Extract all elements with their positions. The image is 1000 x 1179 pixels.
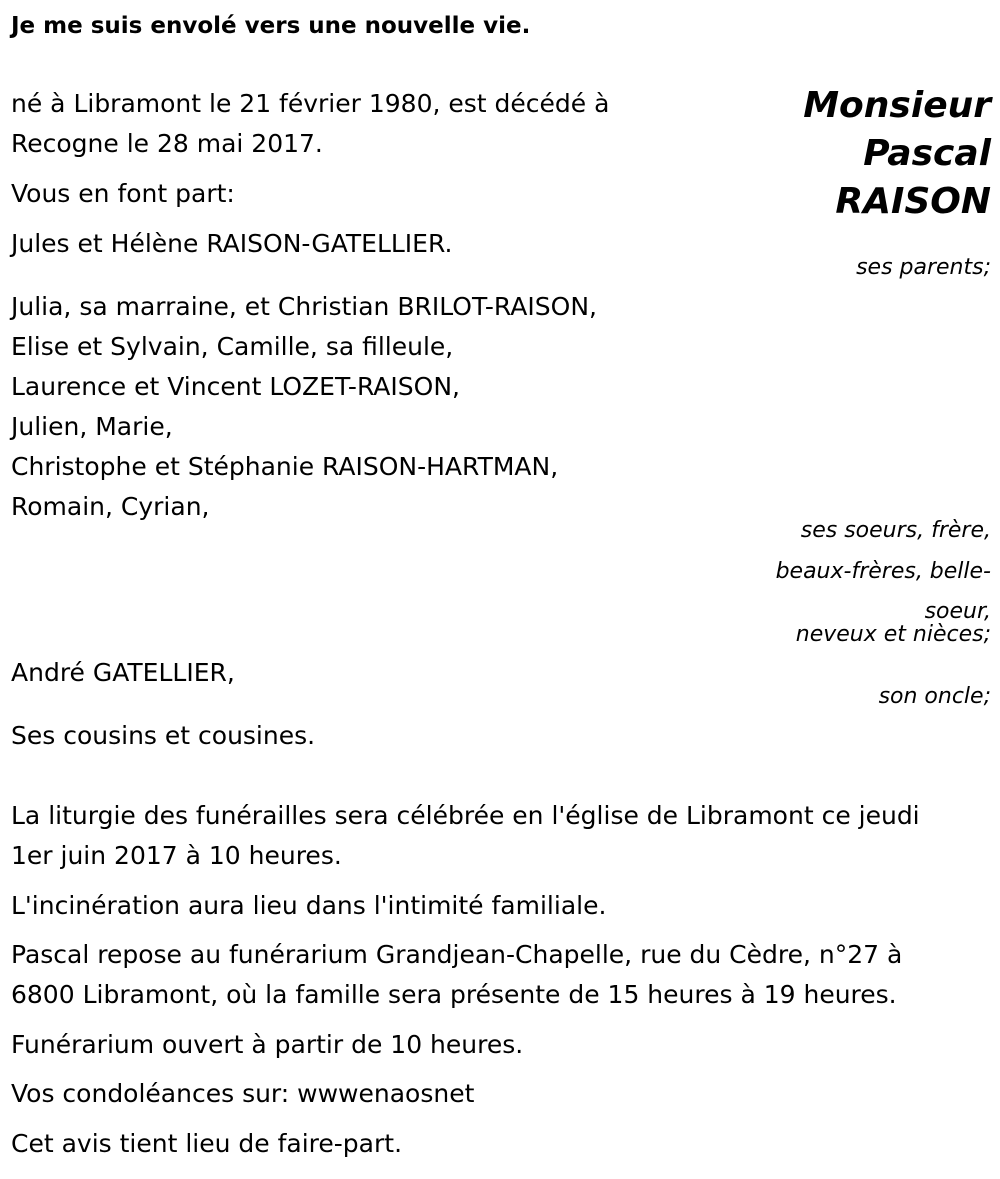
parents-role: ses parents; [856, 255, 991, 280]
sibling-line: Laurence et Vincent LOZET-RAISON, [11, 372, 460, 401]
siblings-role-line: neveux et nièces; [795, 622, 991, 647]
incineration-text: L'incinération aura lieu dans l'intimité familiale. [11, 891, 607, 920]
sibling-line: Julia, sa marraine, et Christian BRILOT-RAISON, [11, 292, 597, 321]
birth-line-1: né à Libramont le 21 février 1980, est décédé à [11, 89, 610, 118]
siblings-role-line: beaux-frères, belle- [775, 559, 991, 584]
liturgy-line-1: La liturgie des funérailles sera célébrée en l'église de Libramont ce jeudi [11, 801, 920, 830]
deceased-title: Monsieur [803, 85, 991, 126]
condolences-text: Vos condoléances sur: wwwenaosnet [11, 1079, 475, 1108]
siblings-role-line: ses soeurs, frère, [800, 518, 991, 543]
repose-line-1: Pascal repose au funérarium Grandjean-Chapelle, rue du Cèdre, n°27 à [11, 940, 903, 969]
uncle-role: son oncle; [878, 684, 991, 709]
uncle-name: André GATELLIER, [11, 658, 235, 687]
cousins-text: Ses cousins et cousines. [11, 721, 316, 750]
sibling-line: Romain, Cyrian, [11, 492, 210, 521]
deceased-first-name: Pascal [863, 133, 991, 174]
siblings-role-line: soeur, [924, 599, 991, 624]
parents-names: Jules et Hélène RAISON-GATELLIER. [11, 229, 453, 258]
birth-line-2: Recogne le 28 mai 2017. [11, 129, 323, 158]
funerarium-opening: Funérarium ouvert à partir de 10 heures. [11, 1030, 524, 1059]
deceased-last-name: RAISON [835, 181, 991, 222]
notice-text: Cet avis tient lieu de faire-part. [11, 1129, 403, 1158]
repose-line-2: 6800 Libramont, où la famille sera présente de 15 heures à 19 heures. [11, 980, 897, 1009]
heading-quote: Je me suis envolé vers une nouvelle vie. [11, 13, 531, 39]
liturgy-line-2: 1er juin 2017 à 10 heures. [11, 841, 342, 870]
sibling-line: Julien, Marie, [11, 412, 173, 441]
sibling-line: Elise et Sylvain, Camille, sa filleule, [11, 332, 454, 361]
announce-text: Vous en font part: [11, 179, 235, 208]
sibling-line: Christophe et Stéphanie RAISON-HARTMAN, [11, 452, 559, 481]
